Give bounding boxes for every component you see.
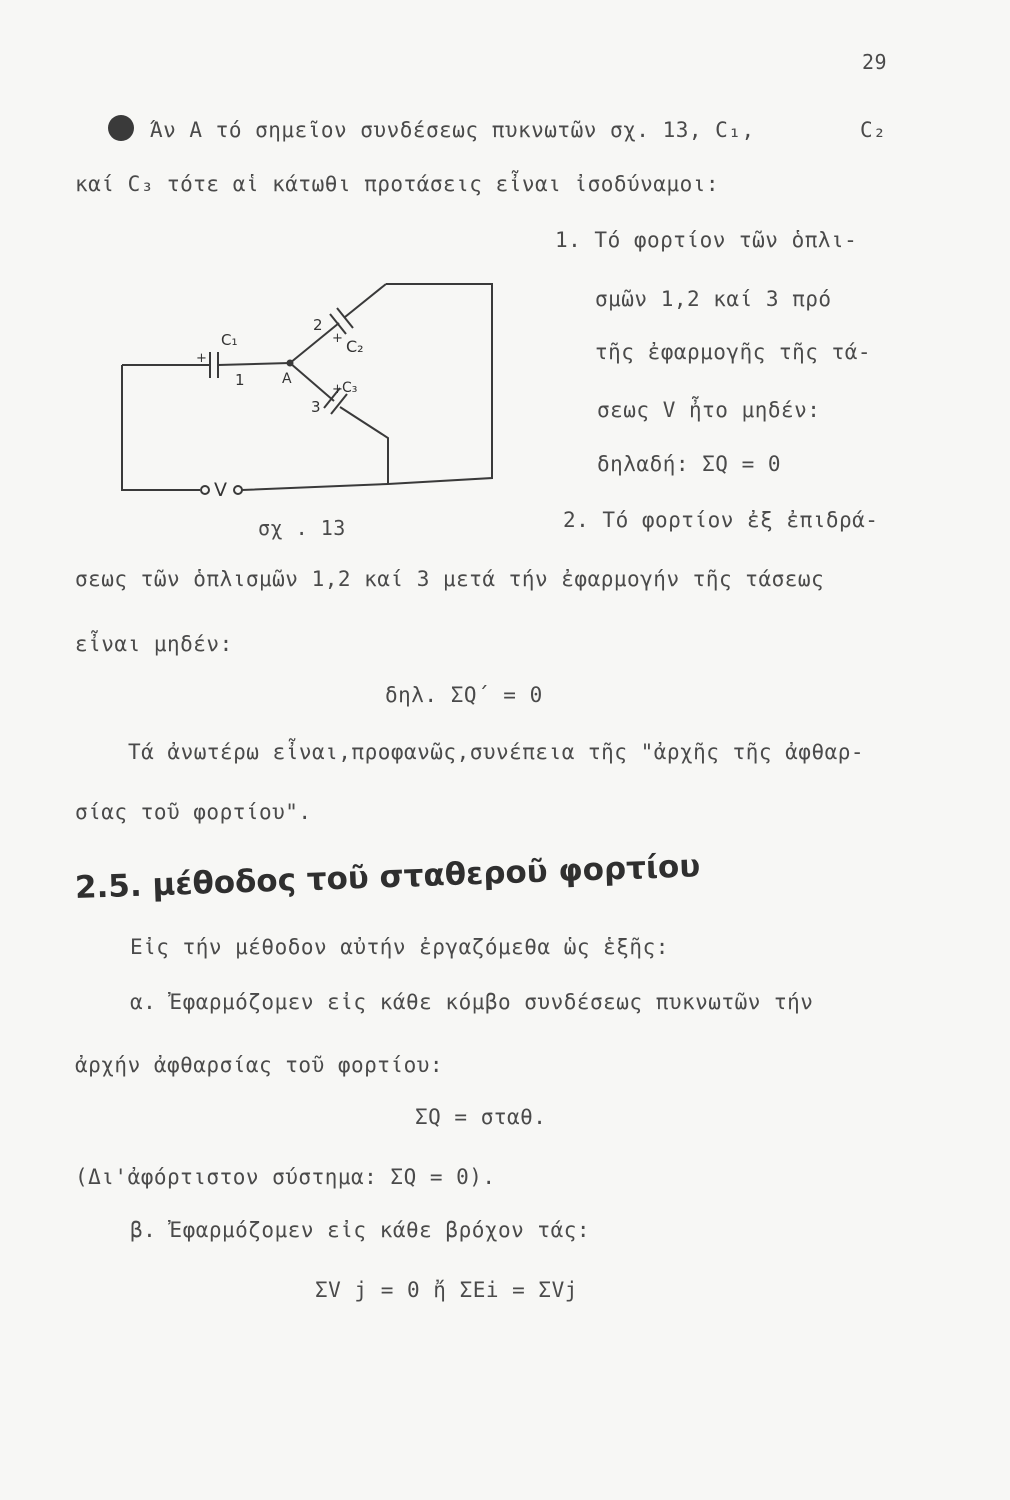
wire-c3-lower — [340, 407, 388, 484]
prop2-line-2: σεως τῶν ὁπλισμῶν 1,2 καί 3 μετά τήν ἐφαρμογήν τῆς τάσεως — [75, 567, 825, 591]
prop2-formula: δηλ. ΣQ΄ = 0 — [385, 683, 543, 707]
label-c1: C₁ — [221, 331, 238, 349]
wire-c1-right — [218, 363, 290, 365]
label-node-3: 3 — [311, 398, 321, 416]
prop1-line-5: δηλαδή: ΣQ = 0 — [597, 452, 782, 476]
formula-a: ΣQ = σταθ. — [415, 1105, 547, 1129]
conclusion-line-1: Τά ἀνωτέρω εἶναι,προφανῶς,συνέπεια τῆς "ἀρχῆς τῆς ἀφθαρ- — [128, 740, 865, 764]
source-terminal-right — [234, 486, 242, 494]
prop1-line-3: τῆς ἐφαρμογῆς τῆς τά- — [595, 340, 872, 364]
label-plus-c3: + — [332, 382, 343, 397]
conclusion-line-2: σίας τοῦ φορτίου". — [75, 800, 312, 824]
label-plus-c2: + — [332, 331, 343, 346]
formula-b: ΣV j = 0 ἤ ΣEi = ΣVj — [315, 1278, 578, 1302]
label-source-v: V — [214, 479, 227, 501]
step-b-line-1: β. Ἐφαρμόζομεν εἰς κάθε βρόχον τάς: — [130, 1218, 591, 1242]
step-a-line-2: ἀρχήν ἀφθαρσίας τοῦ φορτίου: — [75, 1053, 444, 1077]
wire-c3-upper — [290, 363, 334, 401]
intro-line-2: καί C₃ τότε αἱ κάτωθι προτάσεις εἶναι ἰσοδύναμοι: — [75, 172, 720, 196]
prop1-line-2: σμῶν 1,2 καί 3 πρό — [595, 287, 832, 311]
figure-caption: σχ . 13 — [258, 516, 346, 540]
node-a-dot — [287, 360, 294, 367]
intro-line-1: Άν Α τό σημεῖον συνδέσεως πυκνωτῶν σχ. 13, C₁, — [150, 118, 755, 142]
note-a: (Δι'ἀφόρτιστον σύστημα: ΣQ = 0). — [75, 1165, 496, 1189]
label-node-1: 1 — [235, 371, 245, 389]
wire-c2-upper — [345, 284, 386, 317]
section-intro: Εἰς τήν μέθοδον αὐτήν ἐργαζόμεθα ὡς ἑξῆς: — [130, 935, 669, 959]
section-heading: 2.5. μέθοδος τοῦ σταθεροῦ φορτίου — [74, 848, 701, 906]
circuit-diagram — [110, 270, 510, 510]
bullet-dot — [108, 115, 134, 141]
wire-right — [242, 284, 492, 490]
prop2-line-1: 2. Τό φορτίον ἐξ ἐπιδρά- — [563, 508, 879, 532]
label-node-a: A — [282, 371, 292, 387]
label-plus-c1: + — [196, 351, 207, 366]
prop1-line-4: σεως V ἦτο μηδέν: — [597, 398, 821, 422]
label-c2: C₂ — [346, 337, 364, 356]
prop1-line-1: 1. Τό φορτίον τῶν ὁπλι- — [555, 228, 858, 252]
source-terminal-left — [201, 486, 209, 494]
label-node-2: 2 — [313, 316, 323, 334]
step-a-line-1: α. Ἐφαρμόζομεν εἰς κάθε κόμβο συνδέσεως πυκνωτῶν τήν — [130, 990, 814, 1014]
wire-left — [122, 365, 200, 490]
page-number: 29 — [862, 50, 888, 74]
intro-c2: C₂ — [860, 118, 887, 142]
prop2-line-3: εἶναι μηδέν: — [75, 632, 233, 656]
label-c3: C₃ — [342, 380, 358, 396]
